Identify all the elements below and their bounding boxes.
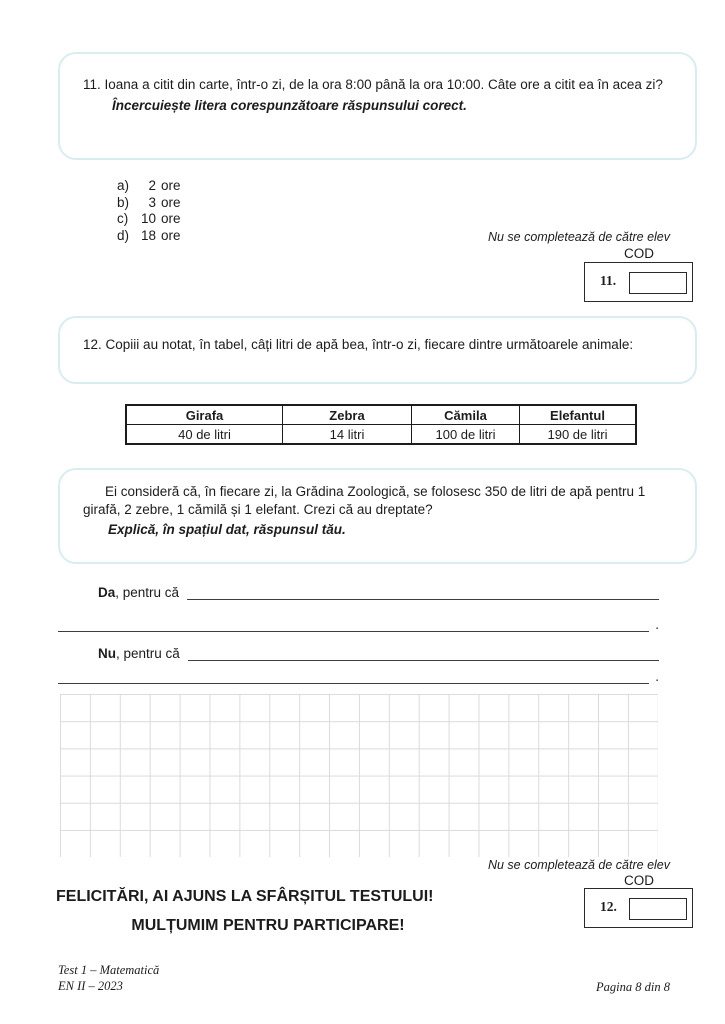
question-12 xyxy=(83,336,683,354)
table-cell: 190 de litri xyxy=(520,425,637,445)
cod2-entry-field xyxy=(629,898,687,920)
cod1-item-number: 11. xyxy=(600,273,617,288)
q11-options xyxy=(117,178,181,244)
answer-blank-line[interactable] xyxy=(187,584,659,600)
question-11-text: 11. Ioana a citit din carte, într-o zi, de la ora 8:00 până la ora 10:00. Câte ore a citit ea în acea zi? xyxy=(83,77,663,92)
line-terminator: . xyxy=(655,617,659,632)
question-11-instruction: Încercuiește litera corespunzătoare răspunsului corect. xyxy=(112,98,467,113)
option-letter: d) xyxy=(117,227,130,243)
option-unit: ore xyxy=(161,194,181,210)
table-value-row xyxy=(126,425,636,445)
option-c[interactable] xyxy=(117,211,181,228)
table-header: Zebra xyxy=(283,405,412,425)
option-d[interactable] xyxy=(117,228,181,245)
animals-table xyxy=(125,404,637,445)
option-letter: c) xyxy=(117,211,129,226)
cod2-note: Nu se completează de către elev xyxy=(487,858,670,872)
answer-connector: , pentru că xyxy=(115,585,180,600)
table-cell: 14 litri xyxy=(283,425,412,445)
answer-blank-line[interactable] xyxy=(188,645,659,661)
footer-left xyxy=(58,962,159,994)
answer-no-row[interactable] xyxy=(58,641,659,661)
closing-line2: MULȚUMIM PENTRU PARTICIPARE! xyxy=(131,917,405,934)
option-value: 10 xyxy=(140,211,156,226)
question-12-text: 12. Copiii au notat, în tabel, câți litri de apă bea, într-o zi, fiecare dintre următoarele animale: xyxy=(83,337,634,352)
option-unit: ore xyxy=(161,178,181,193)
option-letter: a) xyxy=(117,178,130,193)
answer-no-label: Nu xyxy=(98,646,116,661)
statement-instruction: Explică, în spațiul dat, răspunsul tău. xyxy=(108,522,346,537)
cod2-item-number: 12. xyxy=(600,899,617,914)
option-unit: ore xyxy=(161,211,181,226)
answer-connector: , pentru că xyxy=(116,646,180,661)
line-terminator: . xyxy=(655,669,659,684)
footer-page-number: Pagina 8 din 8 xyxy=(596,980,670,994)
answer-yes-row[interactable] xyxy=(58,580,659,600)
closing-line1: FELICITĂRI, AI AJUNS LA SFÂRȘITUL TESTULUI! xyxy=(56,888,434,905)
table-cell: 40 de litri xyxy=(126,425,283,445)
question-12-number: 12. xyxy=(83,337,102,352)
option-value: 3 xyxy=(148,194,156,210)
cod2-label: COD xyxy=(624,873,654,888)
table-header: Girafa xyxy=(126,405,283,425)
answer-blank-line[interactable] xyxy=(58,668,649,684)
statement xyxy=(83,483,675,539)
question-11 xyxy=(83,76,675,115)
question-11-number: 11. xyxy=(83,77,101,92)
closing-message xyxy=(56,887,480,936)
cod1-box xyxy=(584,262,693,302)
writing-grid-area[interactable] xyxy=(60,694,658,857)
table-header: Elefantul xyxy=(520,405,637,425)
option-value: 2 xyxy=(148,178,156,193)
option-a[interactable] xyxy=(117,178,181,195)
cod1-entry-field xyxy=(629,272,687,294)
answer-blank-line[interactable] xyxy=(58,616,649,632)
statement-text: Ei consideră că, în fiecare zi, la Grădina Zoologică, se folosesc 350 de litri de apă pentru 1 girafă, 2 zebre, 1 cămilă și 1 elefant. Crezi că au dreptate? xyxy=(83,484,646,517)
cod1-label: COD xyxy=(624,246,654,261)
answer-area xyxy=(58,580,659,684)
answer-yes-row2[interactable] xyxy=(58,612,659,632)
cod2-box xyxy=(584,888,693,928)
option-value: 18 xyxy=(140,227,156,243)
footer-edition: EN II – 2023 xyxy=(58,979,123,993)
answer-no-row2[interactable] xyxy=(58,664,659,684)
table-cell: 100 de litri xyxy=(412,425,520,445)
table-header: Cămila xyxy=(412,405,520,425)
table-header-row xyxy=(126,405,636,425)
option-unit: ore xyxy=(161,227,181,243)
footer-test-name: Test 1 – Matematică xyxy=(58,963,160,977)
cod1-note: Nu se completează de către elev xyxy=(487,230,670,244)
option-letter: b) xyxy=(117,194,130,210)
answer-yes-label: Da xyxy=(98,585,116,600)
option-b[interactable] xyxy=(117,195,181,212)
